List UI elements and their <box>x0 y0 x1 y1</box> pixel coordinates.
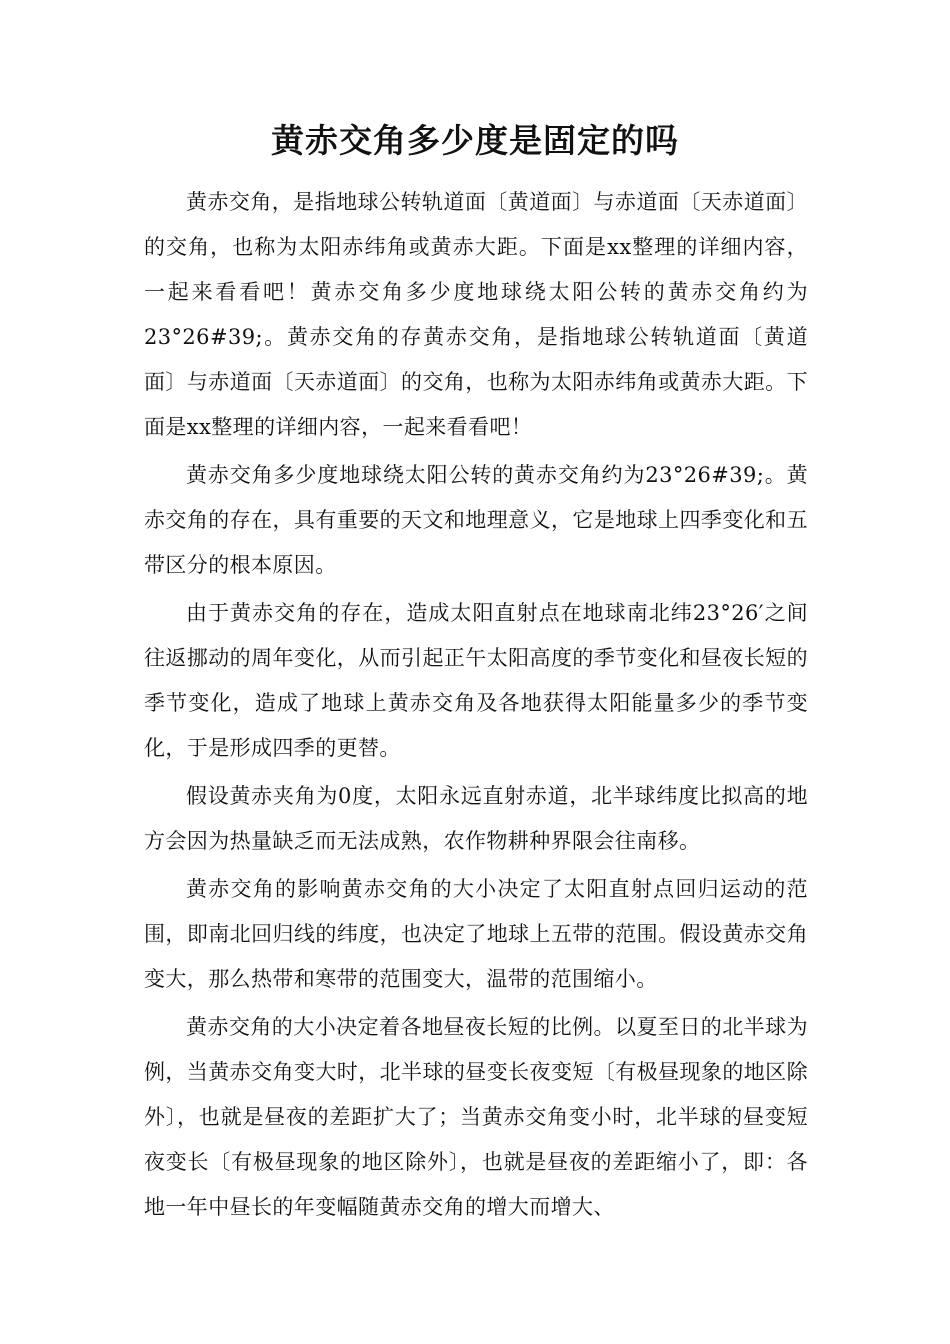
paragraph-2: 黄赤交角多少度地球绕太阳公转的黄赤交角约为23°26#39;。黄赤交角的存在，具有重要的天文和地理意义，它是地球上四季变化和五带区分的根本原因。 <box>144 463 808 577</box>
paragraph-5: 黄赤交角的影响黄赤交角的大小决定了太阳直射点回归运动的范围，即南北回归线的纬度，也决定了地球上五带的范围。假设黄赤交角变大，那么热带和寒带的范围变大，温带的范围缩小。 <box>144 877 808 991</box>
document-body <box>144 180 808 1233</box>
document-title: 黄赤交角多少度是固定的吗 <box>271 121 679 160</box>
paragraph-3: 由于黄赤交角的存在，造成太阳直射点在地球南北纬23°26′之间往返挪动的周年变化，从而引起正午太阳高度的季节变化和昼夜长短的季节变化，造成了地球上黄赤交角及各地获得太阳能量多少的季节变化，于是形成四季的更替。 <box>144 601 808 760</box>
paragraph-1: 黄赤交角，是指地球公转轨道面〔黄道面〕与赤道面〔天赤道面〕的交角，也称为太阳赤纬角或黄赤大距。下面是xx整理的详细内容，一起来看看吧！黄赤交角多少度地球绕太阳公转的黄赤交角约为23°26#39;。黄赤交角的存黄赤交角，是指地球公转轨道面〔黄道面〕与赤道面〔天赤道面〕的交角，也称为太阳赤纬角或黄赤大距。下面是xx整理的详细内容，一起来看看吧！ <box>144 190 808 439</box>
paragraph-6: 黄赤交角的大小决定着各地昼夜长短的比例。以夏至日的北半球为例，当黄赤交角变大时，北半球的昼变长夜变短〔有极昼现象的地区除外〕，也就是昼夜的差距扩大了；当黄赤交角变小时，北半球的昼变短夜变长〔有极昼现象的地区除外〕，也就是昼夜的差距缩小了，即：各地一年中昼长的年变幅随黄赤交角的增大而增大、 <box>144 1015 808 1219</box>
paragraph-4: 假设黄赤夹角为0度，太阳永远直射赤道，北半球纬度比拟高的地方会因为热量缺乏而无法成熟，农作物耕种界限会往南移。 <box>144 784 808 853</box>
